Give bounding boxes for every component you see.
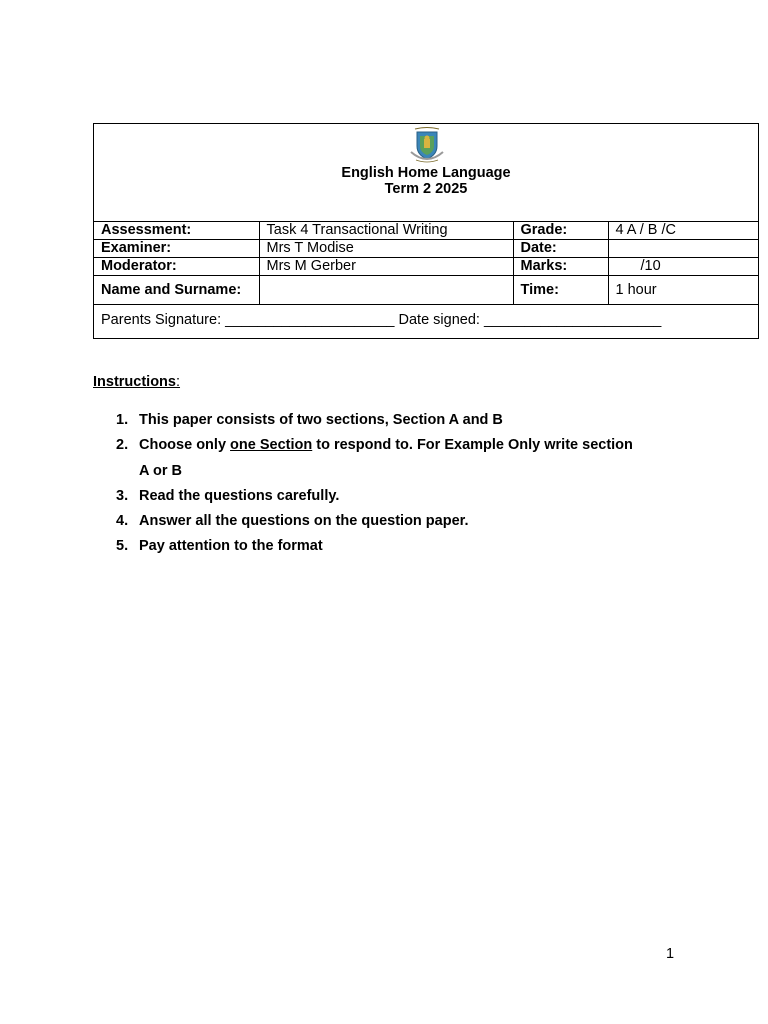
examiner-value: Mrs T Modise [259,240,513,258]
assessment-info-table [94,222,758,335]
instructions-heading-text: Instructions [93,374,176,390]
header-box [93,123,759,339]
moderator-value: Mrs M Gerber [259,258,513,276]
list-item [93,408,693,433]
time-value: 1 hour [608,276,758,305]
document-title: English Home Language [341,165,511,181]
list-item-text: Answer all the questions on the question paper. [139,513,469,530]
list-item [93,433,693,484]
list-item-text: Pay attention to the format [139,538,323,555]
list-item-text: Read the questions carefully. [139,487,340,504]
marks-value: /10 [608,258,758,276]
list-item-text-post: to respond to. For Example Only write section [312,437,633,454]
marks-label: Marks: [513,258,608,276]
instructions-list [93,408,693,560]
list-item-number: 2. [116,437,129,454]
assessment-value: Task 4 Transactional Writing [259,222,513,240]
list-item-number: 3. [116,487,129,504]
list-item-continuation: A or B [139,462,182,479]
date-label: Date: [513,240,608,258]
header-title-area [94,124,758,222]
list-item [93,534,693,559]
school-crest-logo [407,126,447,164]
list-item-number: 5. [116,538,129,555]
document-term: Term 2 2025 [384,181,468,197]
name-field[interactable] [259,276,513,305]
moderator-label: Moderator: [94,258,259,276]
table-row [94,258,758,276]
assessment-label: Assessment: [94,222,259,240]
table-row [94,240,758,258]
list-item-text-pre: Choose only [139,437,231,454]
list-item-number: 4. [116,513,129,530]
table-row [94,222,758,240]
list-item [93,509,693,534]
date-field[interactable] [608,240,758,258]
list-item-underlined: one Section [230,437,313,454]
grade-label: Grade: [513,222,608,240]
grade-value: 4 A / B /C [608,222,758,240]
list-item-text: This paper consists of two sections, Section A and B [139,412,503,428]
examiner-label: Examiner: [94,240,259,258]
list-item-number: 1. [116,412,129,428]
instructions-heading-colon: : [175,374,181,390]
name-label: Name and Surname: [94,276,259,305]
instructions-heading [93,374,180,390]
time-label: Time: [513,276,608,305]
list-item [93,484,693,509]
parent-signature-line[interactable]: Parents Signature: _____________________ Date signed: ______________________ [101,311,662,328]
table-row [94,305,758,336]
page-number: 1 [666,946,675,962]
table-row [94,276,758,305]
